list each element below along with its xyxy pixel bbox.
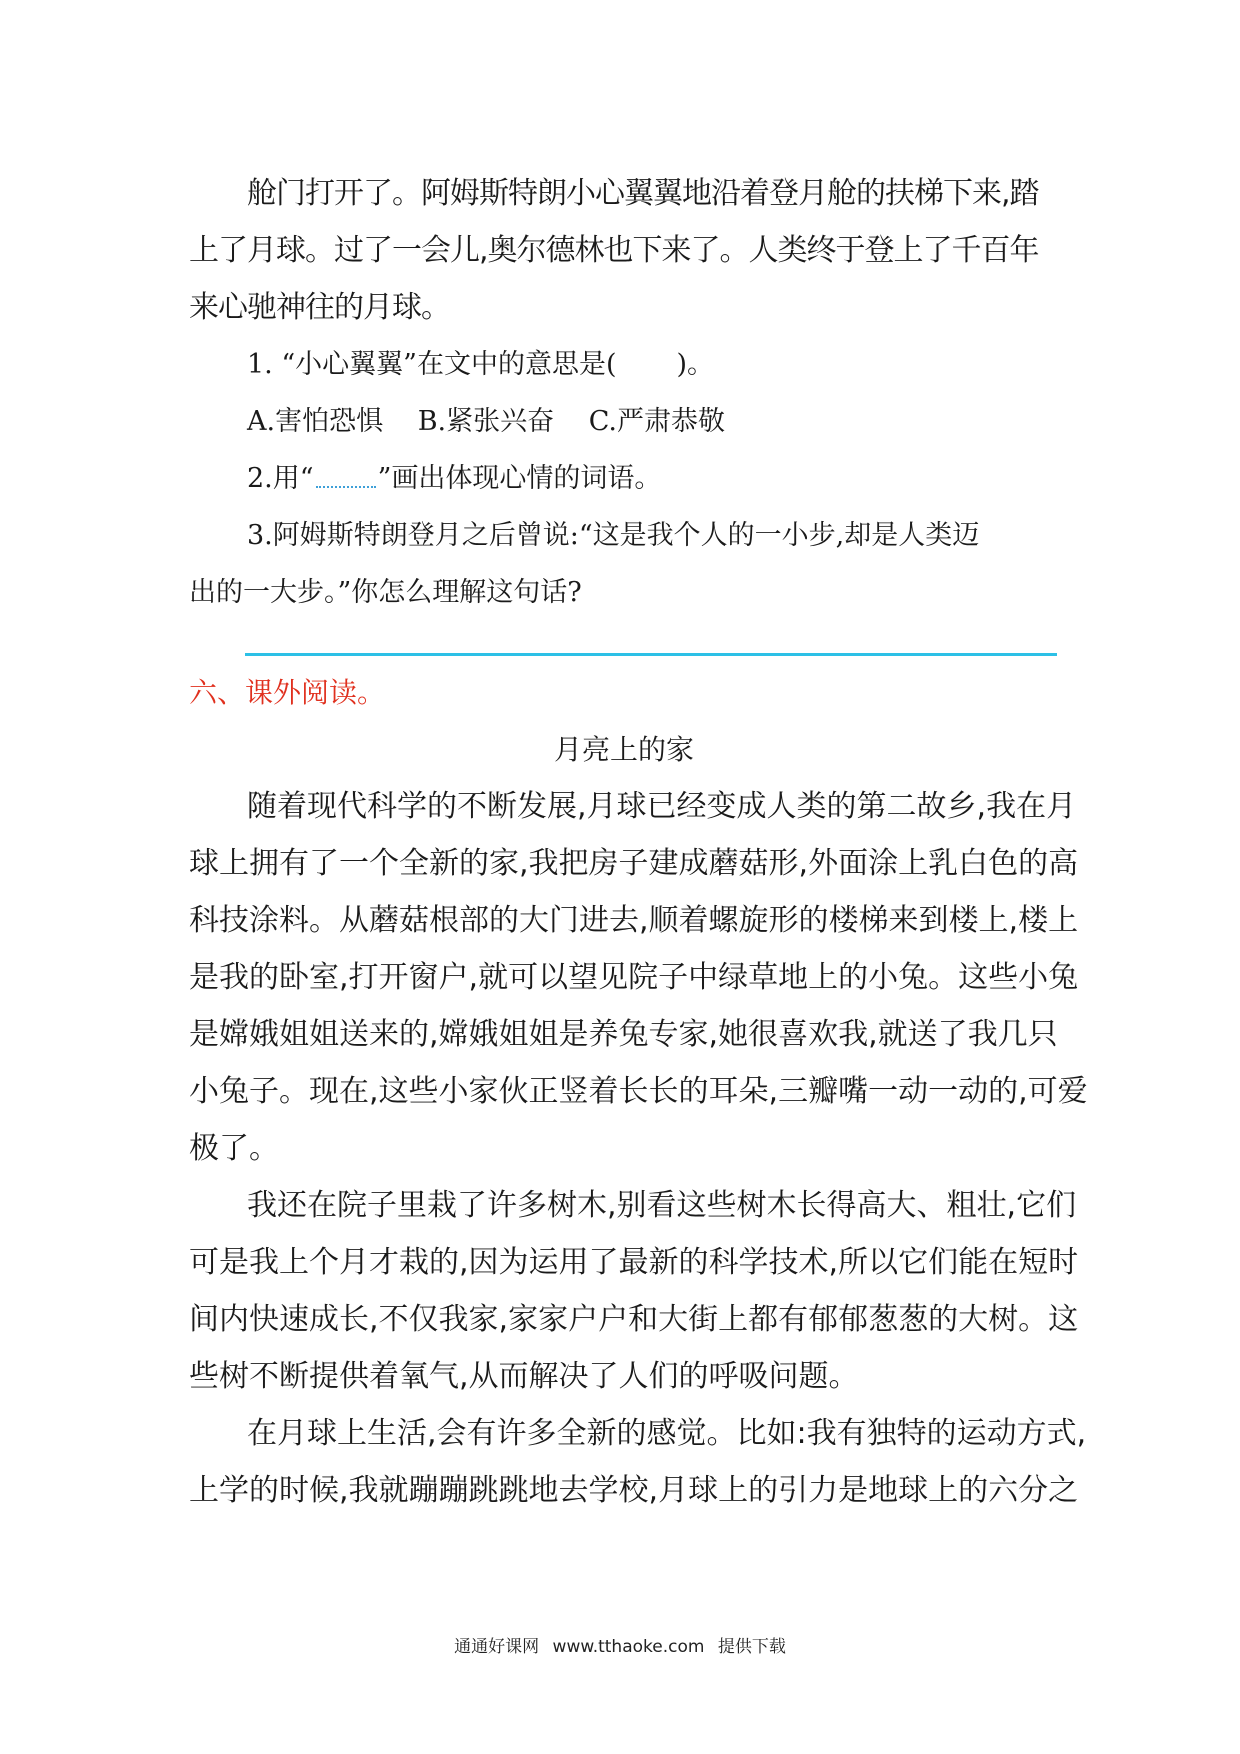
article-body [189, 778, 1088, 1519]
article-line: 上学的时候,我就蹦蹦跳跳地去学校,月球上的引力是地球上的六分之 [189, 1473, 1079, 1508]
article-line: 我还在院子里栽了许多树木,别看这些树木长得高大、粗壮,它们 [247, 1188, 1077, 1223]
article-line: 小兔子。现在,这些小家伙正竖着长长的耳朵,三瓣嘴一动一动的,可爱 [189, 1074, 1088, 1109]
article-line: 球上拥有了一个全新的家,我把房子建成蘑菇形,外面涂上乳白色的高 [189, 846, 1079, 881]
question-3-line: 3.阿姆斯特朗登月之后曾说:“这是我个人的一小步,却是人类迈 [247, 520, 980, 551]
question-1 [189, 336, 1059, 393]
passage-line: 舱门打开了。阿姆斯特朗小心翼翼地沿着登月舱的扶梯下来,踏 [247, 176, 1039, 211]
option-a: A.害怕恐惧 [247, 406, 384, 437]
question-2 [189, 450, 1059, 507]
page-footer [0, 1632, 1240, 1657]
article-line: 间内快速成长,不仅我家,家家户户和大街上都有郁郁葱葱的大树。这 [189, 1302, 1079, 1337]
section-heading: 六、课外阅读。 [189, 676, 386, 709]
article-title: 月亮上的家 [553, 733, 694, 766]
passage-excerpt [189, 165, 1059, 336]
article-line: 是我的卧室,打开窗户,就可以望见院子中绿草地上的小兔。这些小兔 [189, 960, 1079, 995]
article-line: 极了。 [189, 1131, 279, 1166]
passage-line: 来心驰神往的月球。 [189, 290, 450, 325]
worksheet-page [189, 165, 1088, 1519]
question-3-line: 出的一大步。”你怎么理解这句话? [189, 577, 582, 608]
article-line: 是嫦娥姐姐送来的,嫦娥姐姐是养兔专家,她很喜欢我,就送了我几只 [189, 1017, 1058, 1052]
article-line: 些树不断提供着氧气,从而解决了人们的呼吸问题。 [189, 1359, 859, 1394]
article-line: 科技涂料。从蘑菇根部的大门进去,顺着螺旋形的楼梯来到楼上,楼上 [189, 903, 1079, 938]
answer-divider-line [245, 653, 1057, 656]
option-b: B.紧张兴奋 [417, 406, 555, 437]
footer-note: 提供下载 [717, 1637, 786, 1657]
question-2-text: 2.用“ [247, 463, 314, 494]
question-1-end: )。 [676, 349, 715, 380]
article-line: 在月球上生活,会有许多全新的感觉。比如:我有独特的运动方式, [247, 1416, 1087, 1451]
question-1-options [189, 393, 1059, 450]
question-1-text: 1. “小心翼翼”在文中的意思是( [247, 349, 617, 380]
footer-site-name: 通通好课网 [454, 1637, 540, 1657]
passage-line: 上了月球。过了一会儿,奥尔德林也下来了。人类终于登上了千百年 [189, 233, 1039, 268]
question-2-end: ”画出体现心情的词语。 [377, 463, 662, 494]
wavy-underline-sample [316, 472, 376, 488]
footer-url: www.tthaoke.com [552, 1637, 705, 1657]
option-c: C.严肃恭敬 [588, 406, 725, 437]
article-line: 随着现代科学的不断发展,月球已经变成人类的第二故乡,我在月 [247, 789, 1077, 824]
article-line: 可是我上个月才栽的,因为运用了最新的科学技术,所以它们能在短时 [189, 1245, 1079, 1280]
